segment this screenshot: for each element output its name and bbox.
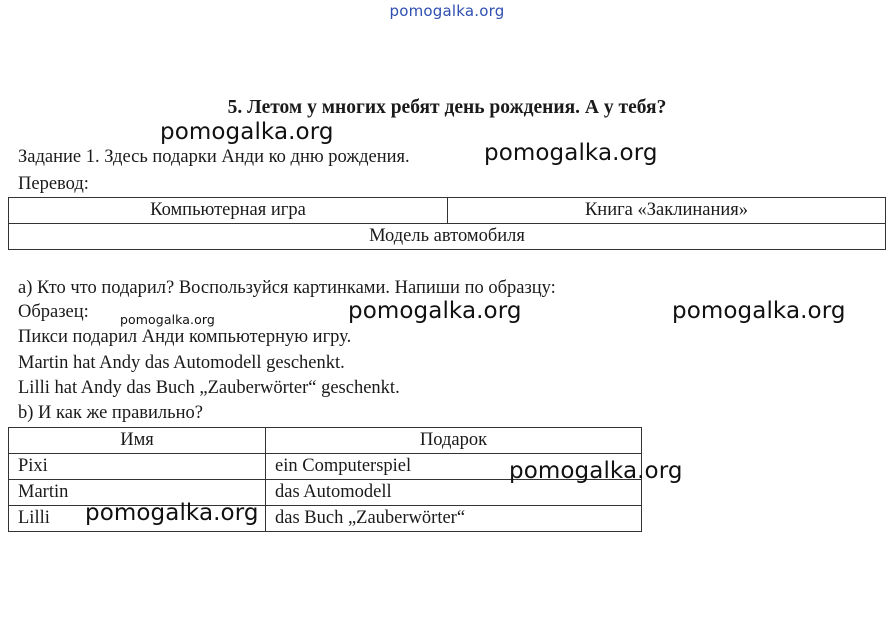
- gift-cell: Книга «Заклинания»: [448, 198, 886, 224]
- sample-label: Образец:: [18, 302, 89, 322]
- gift-cell: ein Computerspiel: [266, 454, 642, 480]
- table-row: [9, 224, 886, 250]
- watermark: pomogalka.org: [484, 140, 658, 166]
- gift-cell: Компьютерная игра: [9, 198, 448, 224]
- name-cell: Pixi: [9, 454, 266, 480]
- gift-cell: das Buch „Zauberwörter“: [266, 506, 642, 532]
- part-a-question: [18, 277, 556, 299]
- header-logo: pomogalka.org: [389, 2, 505, 20]
- exercise-title: 5. Летом у многих ребят день рождения. А у тебя?: [227, 97, 667, 118]
- watermark: pomogalka.org: [85, 500, 259, 526]
- watermark: pomogalka.org: [509, 458, 683, 484]
- task-line: Задание 1. Здесь подарки Анди ко дню рождения.: [18, 147, 410, 167]
- name-cell: Martin: [9, 480, 266, 506]
- sentence-lilli: Lilli hat Andy das Buch „Zauberwörter“ geschenkt.: [18, 378, 400, 398]
- sample-sentence: Пикси подарил Анди компьютерную игру.: [18, 327, 352, 347]
- column-header-gift: Подарок: [266, 428, 642, 454]
- watermark: pomogalka.org: [672, 298, 846, 324]
- gift-cell: das Automodell: [266, 480, 642, 506]
- gifts-table: [8, 197, 886, 250]
- gift-cell: Модель автомобиля: [9, 224, 886, 250]
- name-cell: Lilli: [9, 506, 266, 532]
- watermark: pomogalka.org: [120, 312, 215, 327]
- table-row: [9, 198, 886, 224]
- sentence-martin: Martin hat Andy das Automodell geschenkt.: [18, 353, 345, 373]
- part-a-question-text: а) Кто что подарил? Воспользуйся картинками. Напиши по образцу:: [18, 278, 556, 298]
- watermark: pomogalka.org: [348, 298, 522, 324]
- column-header-name: Имя: [9, 428, 266, 454]
- translation-label: Перевод:: [18, 174, 89, 194]
- table-header-row: [9, 428, 642, 454]
- watermark: pomogalka.org: [160, 119, 334, 145]
- part-b-question: b) И как же правильно?: [18, 403, 203, 423]
